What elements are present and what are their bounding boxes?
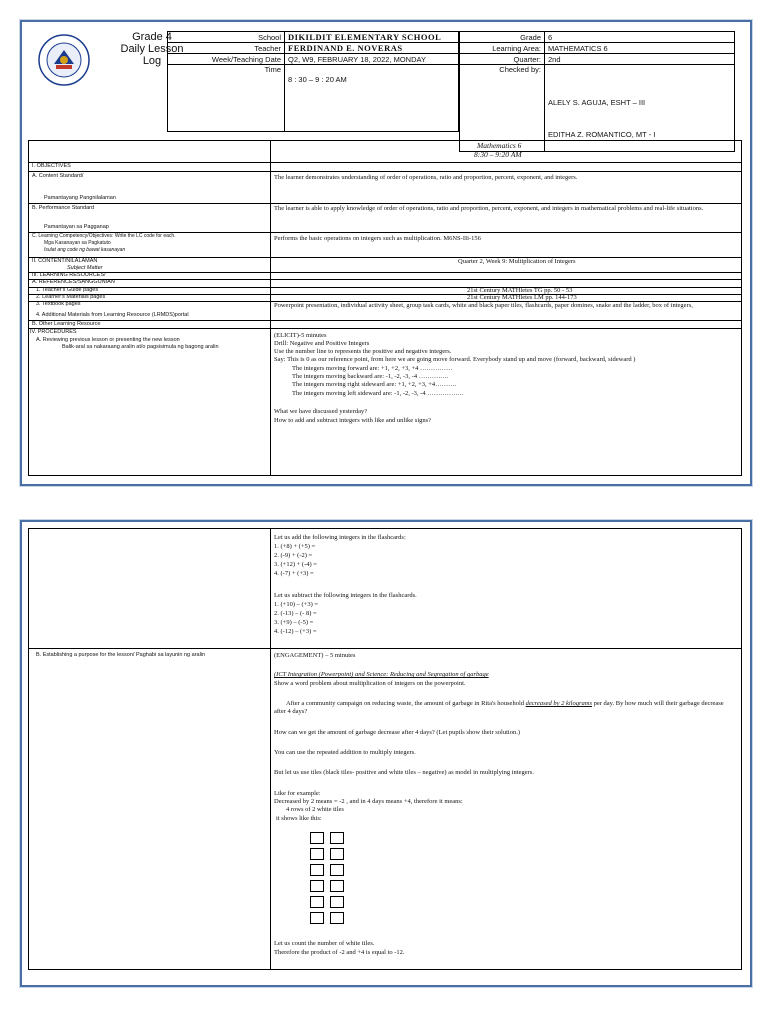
page-1 xyxy=(20,20,752,486)
textbook-label: 3. Textbook pages xyxy=(36,301,81,307)
competency-fil: Mga Kasanayan sa Pagkatuto xyxy=(44,240,111,246)
log-title: Log xyxy=(142,55,162,67)
engage-show: Show a word problem about multiplication of integers on the powerpoint. xyxy=(274,680,466,687)
white-tile xyxy=(330,864,344,876)
white-tile xyxy=(310,864,324,876)
competency-value: Performs the basic operations on integers such as multiplication. M6NS-IIi-156 xyxy=(274,235,481,242)
engage-problem xyxy=(274,700,736,716)
competency-label: C. Learning Competency/Objectives: Write the LC code for each. xyxy=(32,233,176,239)
proc-a-label: A. Reviewing previous lesson or presenting the new lesson xyxy=(36,337,180,343)
flash-add-4: 4. (-7) + (+3) = xyxy=(274,570,314,577)
grade-value: 6 xyxy=(545,32,735,43)
page-2 xyxy=(20,520,752,987)
tg-label: 1. Teacher's Guide pages xyxy=(36,287,99,293)
white-tile xyxy=(310,880,324,892)
engage-ex4: it shows like this: xyxy=(276,815,322,822)
elicit-2: Use the number line to represents the positive and negative integers. xyxy=(274,348,452,355)
flash-sub-4: 4. (-12) – (+3) = xyxy=(274,628,317,635)
problem-b: per day. By how much will their garbage decrease after 4 days? xyxy=(274,700,724,715)
competency-fil2: Isulat ang code ng bawat kasanayan xyxy=(44,247,126,253)
week-label: Week/Teaching Date xyxy=(168,54,285,65)
white-tile xyxy=(310,832,324,844)
objectives-label: I. OBJECTIVES xyxy=(32,163,71,169)
content-sub: Subject Matter xyxy=(67,265,103,271)
area-value: MATHEMATICS 6 xyxy=(545,43,735,54)
quarter-value: 2nd xyxy=(545,54,735,65)
other-label: B. Other Learning Resource xyxy=(32,321,101,327)
proc-b-text: B. Establishing a purpose for the lesson/ xyxy=(36,652,135,658)
flash-add-0: Let us add the following integers in the flashcards: xyxy=(274,534,406,541)
engage-q1: How can we get the amount of garbage decrease after 4 days? (Let pupils show their solution.) xyxy=(274,729,521,736)
engage-q2: You can use the repeated addition to multiply integers. xyxy=(274,749,416,756)
week-value: Q2, W9, FEBRUARY 18, 2022, MONDAY xyxy=(285,54,459,65)
lm-value: 21st Century MATHletes LM pp. 144-173 xyxy=(467,294,577,301)
area-label: Learning Area: xyxy=(460,43,545,54)
white-tile xyxy=(330,880,344,892)
resources-label: III. LEARNING RESOURCES/ xyxy=(32,272,106,278)
engage-therefore: Therefore the product of -2 and +4 is equal to -12. xyxy=(274,949,405,956)
checker-2: EDITHA Z. ROMANTICO, MT - I xyxy=(548,130,656,139)
content-std-fil: Pamantayang Pangnilalaman xyxy=(44,195,116,201)
flash-add-3: 3. (+12) + (-4) = xyxy=(274,561,317,568)
perf-std-fil: Pamantayan sa Pagganap xyxy=(44,224,109,230)
flash-sub-3: 3. (+9) – (-5) = xyxy=(274,619,314,626)
content-std-label: A. Content Standard/ xyxy=(32,173,84,179)
engage-count: Let us count the number of white tiles. xyxy=(274,940,375,947)
elicit-5: The integers moving backward are: -1, -2, -3, -4 ………….. xyxy=(292,373,448,380)
header-right-table xyxy=(459,31,735,152)
school-label: School xyxy=(168,32,285,43)
lrmds-label: 4. Additional Materials from Learning Resource (LRMDS)portal xyxy=(36,312,189,318)
content-label: II. CONTENT/NILALAMAN xyxy=(32,258,98,264)
engage-head: (ENGAGEMENT) – 5 minutes xyxy=(274,652,356,659)
flash-sub-1: 1. (+10) – (+3) = xyxy=(274,601,319,608)
time-label: Time xyxy=(168,65,285,132)
proc-a-fil: Balik-aral sa nakaraang aralin at/o pagsisimula ng bagong aralin xyxy=(62,344,219,350)
deped-seal-icon xyxy=(38,34,90,86)
flash-add-1: 1. (+8) + (+5) = xyxy=(274,543,316,550)
subject-title: Mathematics 6 xyxy=(477,141,522,150)
white-tile xyxy=(310,912,324,924)
subject-time: 8:30 – 9:20 AM xyxy=(474,150,522,159)
perf-std-value: The learner is able to apply knowledge of order of operations, ratio and proportion, percent, exponent, and integers in mathematical problems and real-life situations. xyxy=(274,205,704,212)
other-value: Powerpoint presentation, individual activity sheet, group task cards, white and black paper tiles, flashcards, paper domines, snake and the ladder, box of integers, xyxy=(274,302,693,309)
time-value: 8 : 30 – 9 : 20 AM xyxy=(285,65,459,132)
flash-sub-2: 2. (-13) – (- 8) = xyxy=(274,610,317,617)
elicit-7: The integers moving left sideward are: -1, -2, -3, -4 …………….. xyxy=(292,390,463,397)
problem-a: After a community campaign on reducing waste, the amount of garbage in Rita's household xyxy=(286,700,526,707)
white-tile xyxy=(310,896,324,908)
grade-label: Grade xyxy=(460,32,545,43)
elicit-0: (ELICIT)-5 minutes xyxy=(274,332,327,339)
engage-ict: (ICT Integration (Powerpoint) and Science: Reducing and Segregation of garbage xyxy=(274,671,489,678)
engage-q3: But let us use tiles (black tiles- positive and white tiles – negative) as model in multiplying integers. xyxy=(274,769,534,776)
white-tile xyxy=(330,848,344,860)
engage-ex2: Decreased by 2 means = -2 , and in 4 days means +4, therefore it means: xyxy=(274,798,463,805)
elicit-8: What we have discussed yesterday? xyxy=(274,408,368,415)
elicit-6: The integers moving right sideward are: +1, +2, +3, +4………. xyxy=(292,381,457,388)
lm-label: 2. Learner's Materials pages xyxy=(36,294,106,300)
dll-title: Daily Lesson xyxy=(120,43,184,55)
grade-title: Grade 4 xyxy=(132,31,172,43)
school-value: DIKILDIT ELEMENTARY SCHOOL xyxy=(285,32,459,43)
references-label: A. REFERENCES/SANGGUNIAN xyxy=(32,279,115,285)
checker-1: ALELY S. AGUJA, ESHT – III xyxy=(548,98,646,107)
engage-ex1: Like for example: xyxy=(274,790,321,797)
procedures-label: IV. PROCEDURES xyxy=(30,329,77,335)
flash-sub-0: Let us subtract the following integers in the flashcards. xyxy=(274,592,417,599)
flash-add-2: 2. (-9) + (-2) = xyxy=(274,552,313,559)
engage-ex3: 4 rows of 2 white tiles xyxy=(286,806,344,813)
problem-underlined: decreased by 2 kilograms xyxy=(525,700,592,707)
elicit-9: How to add and subtract integers with like and unlike signs? xyxy=(274,417,432,424)
checked-label: Checked by: xyxy=(460,65,545,152)
elicit-3: Say: This is 0 as our reference point, from here we are going move forward. Everybody stand up and move (forward, backward, sideward ) xyxy=(274,356,636,363)
content-std-value: The learner demonstrates understanding of order of operations, ratio and proportion, percent, exponent, and integers. xyxy=(274,174,578,181)
header-left-table xyxy=(167,31,459,132)
quarter-label: Quarter: xyxy=(460,54,545,65)
content-value: Quarter 2, Week 9: Multiplication of Integers xyxy=(458,258,576,265)
perf-std-label: B. Performance Standard xyxy=(32,205,95,211)
proc-b-fil: Paghabi sa layunin ng aralin xyxy=(135,652,206,658)
elicit-1: Drill: Negative and Positive Integers xyxy=(274,340,370,347)
tg-value: 21st Century MATHletes TG pp. 50 - 53 xyxy=(467,287,573,294)
white-tile xyxy=(330,912,344,924)
white-tile xyxy=(310,848,324,860)
teacher-label: Teacher xyxy=(168,43,285,54)
teacher-value: FERDINAND E. NOVERAS xyxy=(285,43,459,54)
white-tile xyxy=(330,896,344,908)
proc-b-label xyxy=(36,652,205,659)
white-tile xyxy=(330,832,344,844)
elicit-4: The integers moving forward are: +1, +2, +3, +4 …………… xyxy=(292,365,453,372)
